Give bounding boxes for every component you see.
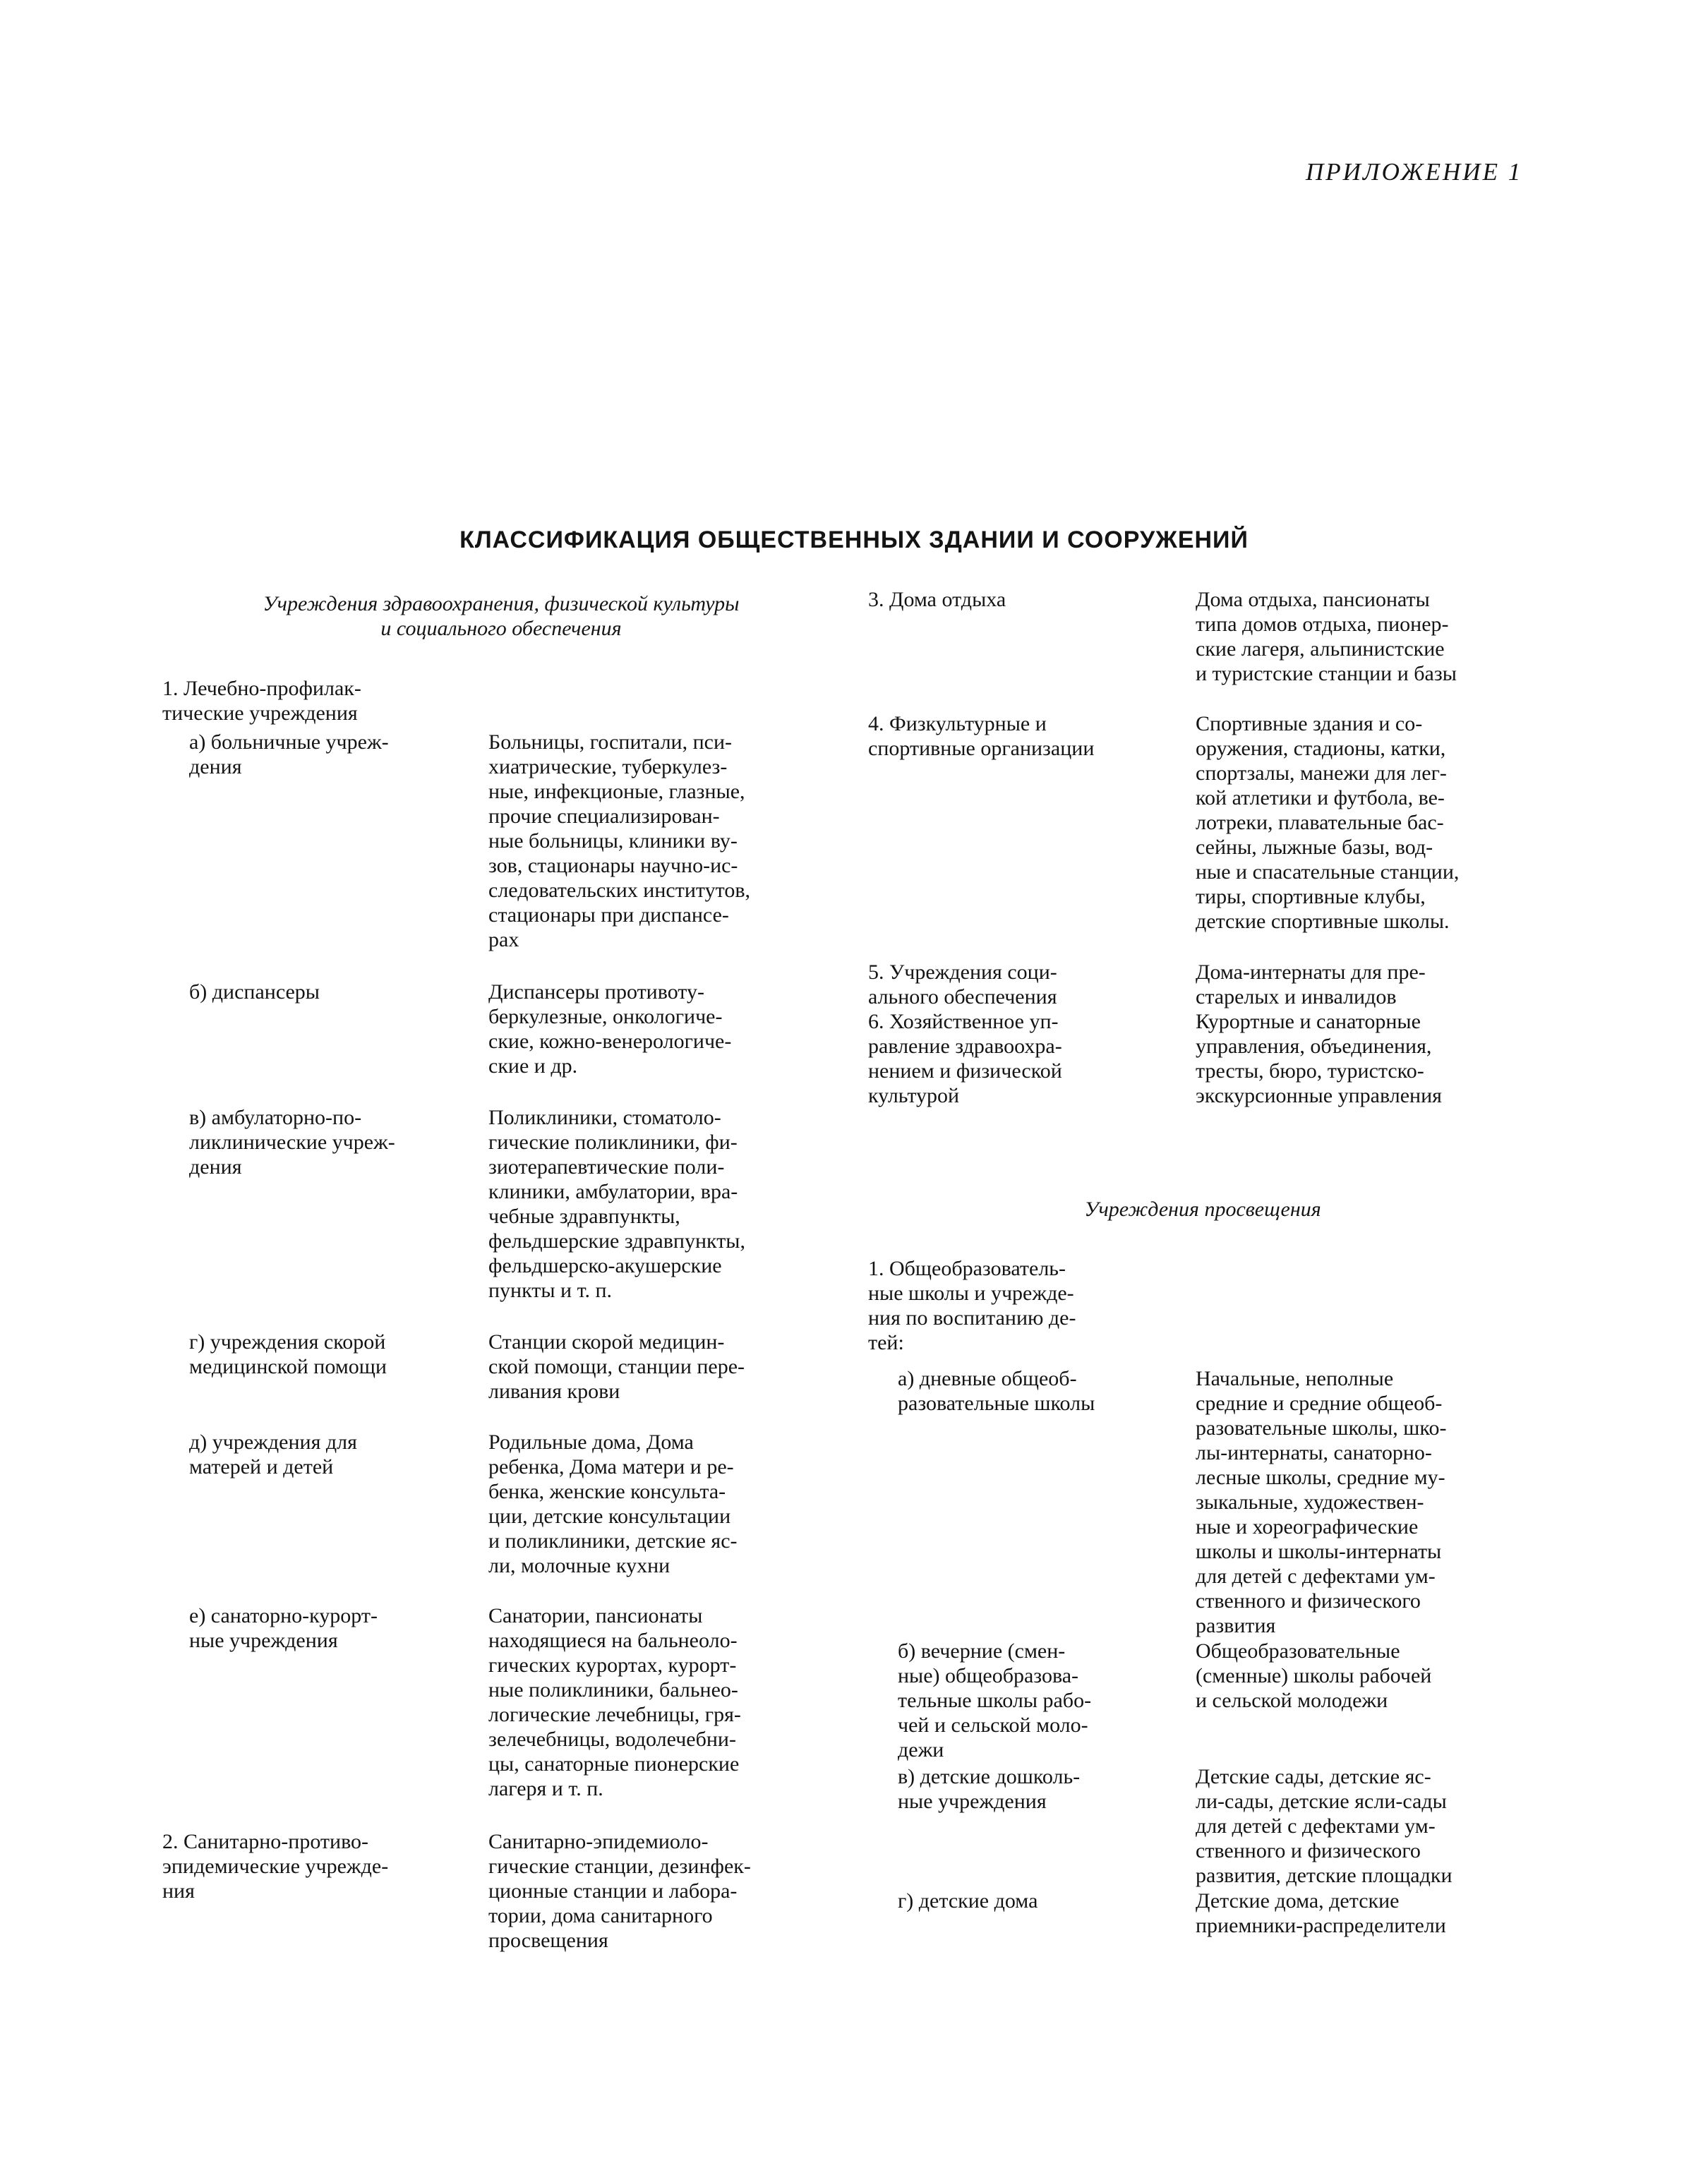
health-group-4: 4. Физкультурные и спортивные организации	[868, 712, 1095, 760]
education-item-b-label: б) вечерние (смен- ные) общеобразова- тельные школы рабо- чей и сельской моло- дежи	[898, 1639, 1092, 1762]
health-item-d-label: д) учреждения для матерей и детей	[189, 1431, 357, 1479]
education-item-g-label: г) детские дома	[898, 1889, 1038, 1913]
health-item-v-text: Поликлиники, стоматоло- гические поликлиники, фи- зиотерапевтические поли- клиники, амбулатории, вра- чебные здравпункты, фельдшерские здравпункты, фельдшерско-акушерские пункты и т. п.	[488, 1106, 745, 1302]
health-item-v-label: в) амбулаторно-по- ликлинические учреж- дения	[189, 1106, 395, 1179]
health-group-2: 2. Санитарно-противо- эпидемические учрежде- ния	[162, 1830, 389, 1903]
health-group-6-text: Курортные и санаторные управления, объединения, тресты, бюро, туристско- экскурсионные управления	[1196, 1010, 1442, 1107]
education-item-v-label: в) детские дошколь- ные учреждения	[898, 1765, 1081, 1813]
appendix-label: ПРИЛОЖЕНИЕ 1	[1306, 158, 1523, 186]
health-item-g-text: Станции скорой медицин- ской помощи, станции пере- ливания крови	[488, 1330, 745, 1403]
education-item-b-text: Общеобразовательные (сменные) школы рабочей и сельской молодежи	[1196, 1639, 1432, 1712]
health-item-a-text: Больницы, госпитали, пси- хиатрические, туберкулез- ные, инфекционые, глазные, прочие специализирован- ные больницы, клиники ву- зов, стационары научно-ис- следовательских институтов, стационары при диспансе- рах	[488, 730, 750, 951]
health-group-3-text: Дома отдыха, пансионаты типа домов отдыха, пионер- ские лагеря, альпинистские и туристские станции и базы	[1196, 588, 1457, 685]
health-item-b-text: Диспансеры противоту- беркулезные, онкологиче- ские, кожно-венерологиче- ские и др.	[488, 980, 732, 1078]
education-group-1: 1. Общеобразователь- ные школы и учрежде- ния по воспитанию де- тей:	[868, 1257, 1076, 1354]
health-group-6: 6. Хозяйственное уп- равление здравоохра- нением и физической культурой	[868, 1010, 1062, 1107]
health-group-5-text: Дома-интернаты для пре- старелых и инвалидов	[1196, 960, 1426, 1008]
education-item-v-text: Детские сады, детские яс- ли-сады, детские ясли-сады для детей с дефектами ум- ственного и физического развития, детские площадки	[1196, 1765, 1453, 1887]
health-group-5: 5. Учреждения соци- ального обеспечения	[868, 960, 1057, 1008]
health-group-1: 1. Лечебно-профилак- тические учреждения	[162, 677, 361, 725]
health-group-3: 3. Дома отдыха	[868, 588, 1006, 611]
section-heading-health: Учреждения здравоохранения, физической культуры и социального обеспечения	[263, 592, 740, 640]
page-title: КЛАССИФИКАЦИЯ ОБЩЕСТВЕННЫХ ЗДАНИИ И СООРУЖЕНИЙ	[459, 526, 1249, 553]
health-item-g-label: г) учреждения скорой медицинской помощи	[189, 1330, 387, 1378]
section-heading-education: Учреждения просвещения	[1084, 1198, 1321, 1221]
education-item-a-label: а) дневные общеоб- разовательные школы	[898, 1367, 1095, 1415]
health-group-2-text: Санитарно-эпидемиоло- гические станции, дезинфек- ционные станции и лабора- тории, дома санитарного просвещения	[488, 1830, 751, 1952]
education-item-g-text: Детские дома, детские приемники-распределители	[1196, 1889, 1446, 1937]
education-item-a-text: Начальные, неполные средние и средние общеоб- разовательные школы, шко- лы-интернаты, санаторно- лесные школы, средние му- зыкальные, художествен- ные и хореографические школы и школы-интернаты для детей с дефектами ум- ственного и физического развития	[1196, 1367, 1447, 1637]
health-item-e-label: е) санаторно-курорт- ные учреждения	[189, 1604, 378, 1652]
health-item-a-label: а) больничные учреж- дения	[189, 730, 389, 778]
health-item-b-label: б) диспансеры	[189, 980, 320, 1004]
health-item-d-text: Родильные дома, Дома ребенка, Дома матери и ре- бенка, женские консульта- ции, детские консультации и поликлиники, детские яс- ли, молочные кухни	[488, 1431, 738, 1577]
health-group-4-text: Спортивные здания и со- оружения, стадионы, катки, спортзалы, манежи для лег- кой атлетики и футбола, ве- лотреки, плавательные бас- сейны, лыжные базы, вод- ные и спасательные станции, тиры, спортивные клубы, детские спортивные школы.	[1196, 712, 1460, 933]
health-item-e-text: Санатории, пансионаты находящиеся на бальнеоло- гических курортах, курорт- ные поликлиники, бальнео- логические лечебницы, гря- зелечебницы, водолечебни- цы, санаторные пионерские лагеря и т. п.	[488, 1604, 741, 1800]
